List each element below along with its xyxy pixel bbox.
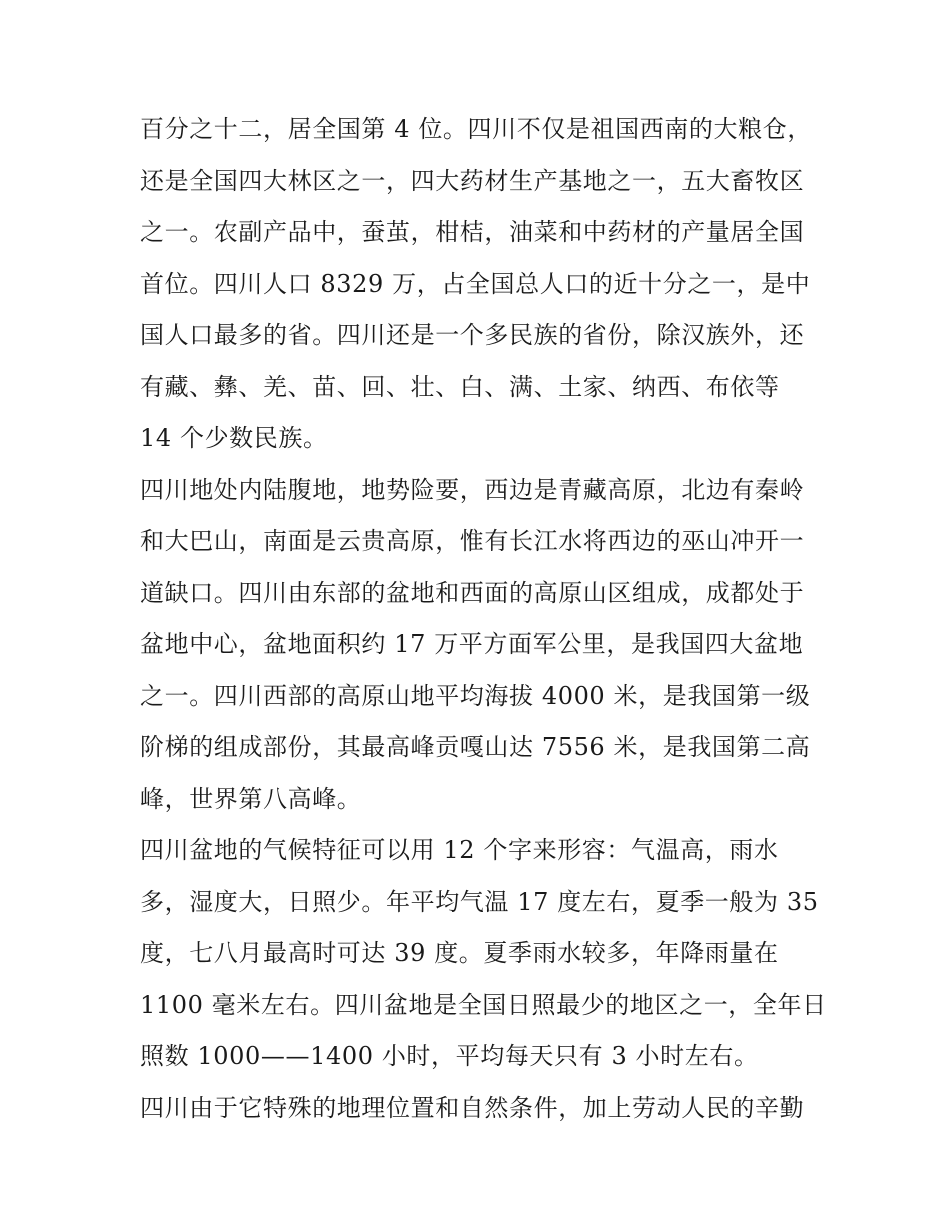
text-line: 之一。农副产品中，蚕茧，柑桔，油菜和中药材的产量居全国: [140, 218, 805, 246]
body-text: [140, 104, 840, 1134]
text-line: 四川盆地的气候特征可以用 12 个字来形容：气温高，雨水: [140, 836, 779, 864]
text-line: 和大巴山，南面是云贵高原，惟有长江水将西边的巫山冲开一: [140, 527, 805, 555]
text-line: 盆地中心，盆地面积约 17 万平方面军公里，是我国四大盆地: [140, 630, 804, 658]
text-line: 1100 毫米左右。四川盆地是全国日照最少的地区之一，全年日: [140, 990, 827, 1019]
text-line: 照数 1000——1400 小时，平均每天只有 3 小时左右。: [140, 1042, 759, 1070]
text-line: 有藏、彝、羌、苗、回、壮、白、满、土家、纳西、布依等: [140, 372, 780, 401]
text-line: 之一。四川西部的高原山地平均海拔 4000 米，是我国第一级: [140, 681, 811, 710]
text-line: 14 个少数民族。: [140, 424, 328, 452]
text-line: 多，湿度大，日照少。年平均气温 17 度左右，夏季一般为 35: [140, 887, 819, 916]
text-line: 国人口最多的省。四川还是一个多民族的省份，除汉族外，还: [140, 321, 805, 349]
text-line: 首位。四川人口 8329 万，占全国总人口的近十分之一，是中: [140, 269, 811, 298]
text-line: 四川由于它特殊的地理位置和自然条件，加上劳动人民的辛勤: [140, 1093, 805, 1122]
text-line: 百分之十二，居全国第 4 位。四川不仅是祖国西南的大粮仓，: [140, 115, 812, 143]
text-line: 阶梯的组成部份，其最高峰贡嘎山达 7556 米，是我国第二高: [140, 733, 811, 761]
text-line: 峰，世界第八高峰。: [140, 784, 362, 813]
text-line: 还是全国四大林区之一，四大药材生产基地之一，五大畜牧区: [140, 166, 805, 195]
text-line: 四川地处内陆腹地，地势险要，西边是青藏高原，北边有秦岭: [140, 475, 805, 504]
text-line: 度，七八月最高时可达 39 度。夏季雨水较多，年降雨量在: [140, 939, 779, 967]
text-line: 道缺口。四川由东部的盆地和西面的高原山区组成，成都处于: [140, 578, 805, 607]
